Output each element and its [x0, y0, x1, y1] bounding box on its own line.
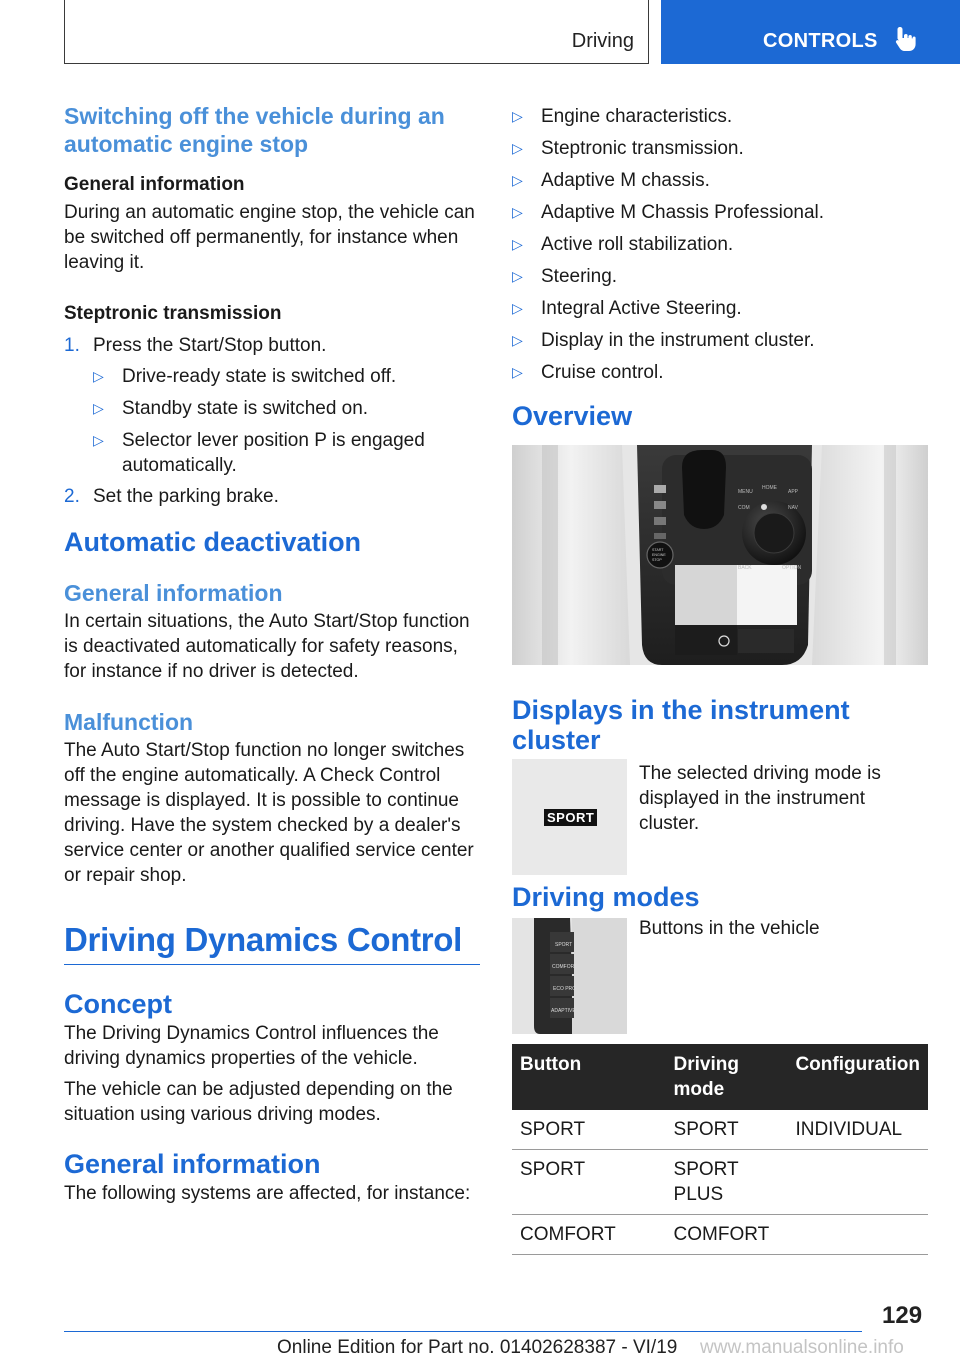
triangle-bullet-icon: ▷: [512, 140, 523, 156]
table-cell: SPORT: [666, 1110, 788, 1150]
header-section-title: Driving: [571, 30, 634, 52]
footer-edition-text: Online Edition for Part no. 01402628387 - VI/19: [277, 1337, 678, 1358]
start-label: START: [652, 548, 664, 552]
triangle-bullet-icon: ▷: [512, 300, 523, 316]
driving-modes-heading: Driving modes: [512, 882, 700, 912]
sport-display-image: [512, 759, 627, 875]
table-row: [512, 1150, 928, 1215]
bullet-item: ▷ Standby state is switched on.: [93, 398, 369, 419]
triangle-bullet-icon: ▷: [512, 108, 523, 124]
engine-label: ENGINE: [652, 553, 666, 557]
mode-buttons-image: [512, 918, 627, 1034]
table-header-cell: Button: [512, 1044, 666, 1110]
nav-label: NAV: [788, 505, 798, 511]
table-cell: COMFORT: [512, 1215, 666, 1255]
malfunction-heading: Malfunction: [64, 709, 194, 735]
table-cell: SPORT: [512, 1110, 666, 1150]
triangle-bullet-icon: ▷: [512, 204, 523, 220]
system-item: ▷ Adaptive M Chassis Professional.: [512, 202, 825, 223]
sport-badge: SPORT: [544, 809, 597, 826]
system-item: ▷ Active roll stabilization.: [512, 234, 734, 255]
system-item: ▷ Steering.: [512, 266, 618, 287]
table-header-row: [512, 1044, 928, 1110]
footer-watermark: www.manualsonline.info: [700, 1337, 904, 1358]
bullet-item: ▷ Selector lever position P is engaged automatically.: [93, 430, 425, 476]
image-sport-label: SPORT: [555, 942, 573, 948]
step-item: [64, 484, 480, 509]
table-header-cell: Driving mode: [666, 1044, 788, 1110]
center-console-drawing: [512, 445, 928, 665]
back-label: BACK: [738, 565, 752, 571]
table-cell: COMFORT: [666, 1215, 788, 1255]
steps-list: [64, 333, 480, 509]
table-cell: SPORT PLUS: [666, 1150, 788, 1215]
triangle-bullet-icon: ▷: [93, 432, 104, 448]
ddc-heading: Driving Dynamics Control: [64, 921, 463, 958]
stop-label: STOP: [652, 558, 662, 562]
mode-buttons-drawing: [512, 918, 627, 1034]
table-cell: INDIVIDUAL: [787, 1110, 928, 1150]
table-cell: [787, 1215, 928, 1255]
general-info-2-heading: General information: [64, 1149, 321, 1179]
triangle-bullet-icon: ▷: [512, 332, 523, 348]
driving-modes-text: Buttons in the vehicle: [639, 918, 820, 939]
left-column: [64, 100, 480, 1206]
table-cell: [787, 1150, 928, 1215]
triangle-bullet-icon: ▷: [512, 364, 523, 380]
page-number: 129: [882, 1302, 923, 1329]
general-info-2-text: The following systems are affected, for instance:: [64, 1183, 471, 1204]
footer-rule: [64, 1331, 862, 1332]
ddc-heading-rule: [64, 964, 480, 965]
step-text: Set the parking brake.: [93, 486, 279, 507]
pointing-hand-icon: [895, 26, 917, 52]
bullet-item: ▷ Drive-ready state is switched off.: [93, 366, 397, 387]
system-item: ▷ Integral Active Steering.: [512, 298, 742, 319]
triangle-bullet-icon: ▷: [93, 400, 104, 416]
switching-off-heading: Switching off the vehicle during an automatic engine stop: [64, 103, 445, 157]
step-sub-bullets: [93, 364, 480, 478]
system-item: ▷ Adaptive M chassis.: [512, 170, 710, 191]
general-info-text: During an automatic engine stop, the vehicle can be switched off permanently, for instance when leaving it.: [64, 202, 475, 273]
image-comfort-label: COMFORT: [552, 964, 578, 970]
app-label: APP: [788, 489, 799, 495]
malfunction-text: The Auto Start/Stop function no longer switches off the engine automatically. A Check Control message is displayed. It is possible to continue driving. Have the system checked by a dealer's service center or another qualified service center or repair shop.: [64, 740, 474, 886]
header-chapter-tab[interactable]: [661, 0, 960, 64]
system-item: ▷ Engine characteristics.: [512, 106, 733, 127]
image-adaptive-label: ADAPTIVE: [551, 1008, 576, 1014]
displays-block: [512, 759, 928, 875]
triangle-bullet-icon: ▷: [512, 172, 523, 188]
concept-text-2: The vehicle can be adjusted depending on the situation using various driving modes.: [64, 1079, 453, 1125]
system-item: ▷ Steptronic transmission.: [512, 138, 744, 159]
overview-heading: Overview: [512, 401, 633, 431]
menu-label: MENU: [738, 489, 753, 495]
step-item: [64, 333, 480, 478]
displays-heading: Displays in the instrument cluster: [512, 695, 850, 755]
concept-text-1: The Driving Dynamics Control influences the driving dynamics properties of the vehicle.: [64, 1023, 439, 1069]
option-label: OPTION: [782, 565, 802, 571]
image-eco-pro-label: ECO PRO: [553, 986, 577, 992]
com-label: COM: [738, 505, 750, 511]
table-header-cell: Configuration: [787, 1044, 928, 1110]
step-text: Press the Start/Stop button.: [93, 335, 327, 356]
driving-modes-table: [512, 1044, 928, 1255]
driving-modes-block: [512, 918, 928, 1034]
triangle-bullet-icon: ▷: [512, 268, 523, 284]
center-console-image: [512, 445, 928, 665]
triangle-bullet-icon: ▷: [512, 236, 523, 252]
auto-deactivation-text: In certain situations, the Auto Start/Stop function is deactivated automatically for safety reasons, for instance if no driver is detected.: [64, 611, 470, 682]
table-cell: SPORT: [512, 1150, 666, 1215]
steptronic-heading: Steptronic transmission: [64, 303, 282, 324]
table-row: [512, 1215, 928, 1255]
affected-systems-list: [512, 104, 928, 385]
general-info-heading: General information: [64, 174, 245, 195]
displays-text: The selected driving mode is displayed in the instrument cluster.: [639, 763, 881, 834]
step-number: 1.: [64, 335, 80, 356]
system-item: ▷ Cruise control.: [512, 362, 664, 383]
table-row: [512, 1110, 928, 1150]
right-column: [512, 100, 928, 1255]
triangle-bullet-icon: ▷: [93, 368, 104, 384]
header-section-box: [64, 0, 649, 64]
auto-deactivation-heading: Automatic deactivation: [64, 527, 362, 557]
step-number: 2.: [64, 486, 80, 507]
concept-heading: Concept: [64, 989, 172, 1019]
header-chapter-label: CONTROLS: [763, 30, 878, 52]
system-item: ▷ Display in the instrument cluster.: [512, 330, 815, 351]
auto-deactivation-subheading: General information: [64, 580, 283, 606]
home-label: HOME: [762, 485, 777, 491]
